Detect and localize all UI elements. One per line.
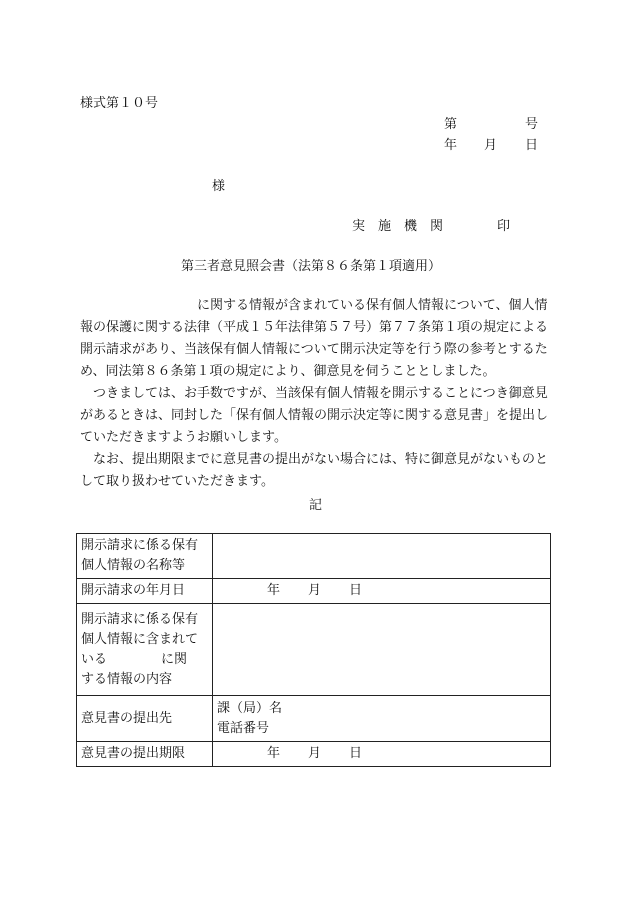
value-submission-deadline bbox=[213, 742, 551, 767]
table-row bbox=[77, 579, 551, 604]
label-request-date: 開示請求の年月日 bbox=[77, 579, 213, 604]
value-info-content bbox=[213, 604, 551, 696]
doc-number-go: 号 bbox=[525, 117, 539, 132]
info-table bbox=[76, 533, 551, 767]
date-month: 月 bbox=[308, 583, 322, 598]
date-day: 日 bbox=[349, 746, 363, 761]
date-year: 年 bbox=[267, 746, 281, 761]
sender-org: 実 施 機 関 bbox=[352, 219, 444, 234]
dept-name: 課（局）名 bbox=[217, 700, 283, 716]
body-paragraph-2: つきましては、お手数ですが、当該保有個人情報を開示することにつき御意見があるときは、同封した「保有個人情報の開示決定等に関する意見書」を提出していただきますようお願いします。 bbox=[80, 386, 549, 445]
table-row bbox=[77, 604, 551, 696]
label-info-name: 開示請求に係る保有個人情報の名称等 bbox=[77, 534, 213, 579]
value-info-name bbox=[213, 534, 551, 579]
sender-seal: 印 bbox=[497, 219, 511, 234]
label-submission-deadline: 意見書の提出期限 bbox=[77, 742, 213, 767]
label-submission-dest: 意見書の提出先 bbox=[77, 696, 213, 742]
date-day: 日 bbox=[525, 138, 539, 153]
body-paragraph-1: に関する情報が含まれている保有個人情報について、個人情報の保護に関する法律（平成１５年法律第５７号）第７７条第１項の規定による開示請求があり、当該保有個人情報について開示決定等を行う際の参考とするため、同法第８６条第１項の規定により、御意見を伺うこととしました。 bbox=[80, 298, 549, 379]
body-paragraph-3: なお、提出期限までに意見書の提出がない場合には、特に御意見がないものとして取り扱わせていただきます。 bbox=[80, 452, 549, 489]
document-title: 第三者意見照会書（法第８６条第１項適用） bbox=[181, 259, 442, 274]
table-row bbox=[77, 534, 551, 579]
phone-number: 電話番号 bbox=[217, 720, 270, 736]
date-year: 年 bbox=[444, 138, 458, 153]
date-month: 月 bbox=[484, 138, 498, 153]
label-info-content: 開示請求に係る保有個人情報に含まれている に関 する情報の内容 bbox=[77, 604, 213, 696]
date-month: 月 bbox=[308, 746, 322, 761]
date-day: 日 bbox=[349, 583, 363, 598]
form-number: 様式第１０号 bbox=[80, 96, 159, 111]
body-text bbox=[80, 295, 556, 493]
value-request-date bbox=[213, 579, 551, 604]
table-row bbox=[77, 696, 551, 742]
ki-heading: 記 bbox=[309, 498, 323, 513]
value-submission-dest bbox=[213, 696, 551, 742]
table-row bbox=[77, 742, 551, 767]
addressee-suffix: 様 bbox=[212, 179, 226, 194]
date-year: 年 bbox=[267, 583, 281, 598]
doc-number-dai: 第 bbox=[444, 117, 458, 132]
